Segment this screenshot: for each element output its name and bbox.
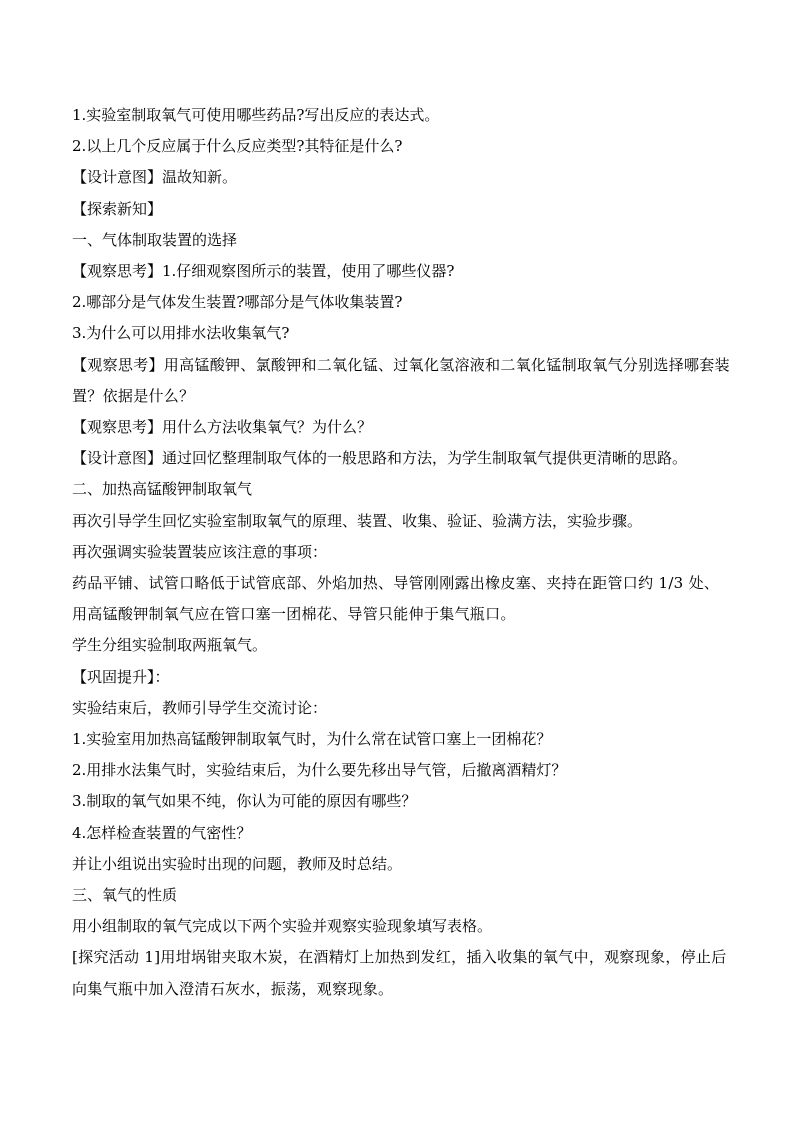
text-paragraph: [探究活动 1]用坩埚钳夹取木炭，在酒精灯上加热到发红，插入收集的氧气中，观察现象，停止后向集气瓶中加入澄清石灰水，振荡，观察现象。	[72, 948, 727, 998]
text-line: 再次引导学生回忆实验室制取氧气的原理、装置、收集、验证、验满方法，实验步骤。	[72, 511, 643, 530]
text-line: 【设计意图】温故知新。	[72, 168, 238, 187]
text-line: 【设计意图】通过回忆整理制取气体的一般思路和方法，为学生制取氧气提供更清晰的思路。	[72, 449, 688, 468]
text-line: 2.用排水法集气时，实验结束后，为什么要先移出导气管，后撤离酒精灯？	[72, 761, 567, 780]
text-line: 3.制取的氧气如果不纯，你认为可能的原因有哪些？	[72, 792, 417, 811]
section-heading: 三、氧气的性质	[72, 886, 178, 905]
text-line: 【观察思考】1.仔细观察图所示的装置，使用了哪些仪器?	[72, 262, 455, 281]
document-body	[72, 100, 732, 1005]
text-line: 用小组制取的氧气完成以下两个实验并观察实验现象填写表格。	[72, 917, 493, 936]
text-line: 再次强调实验装置装应该注意的事项：	[72, 542, 328, 561]
text-line: 1.实验室制取氧气可使用哪些药品?写出反应的表达式。	[72, 106, 440, 124]
section-heading: 一、气体制取装置的选择	[72, 230, 238, 249]
text-line: 4.怎样检查装置的气密性？	[72, 823, 252, 842]
section-heading: 二、加热高锰酸钾制取氧气	[72, 480, 253, 499]
text-line: 1.实验室用加热高锰酸钾制取氧气时，为什么常在试管口塞上一团棉花？	[72, 730, 552, 749]
text-line: 3.为什么可以用排水法收集氧气?	[72, 324, 290, 343]
section-heading: 【探索新知】	[72, 199, 163, 218]
text-line: 学生分组实验制取两瓶氧气。	[72, 636, 268, 655]
text-line: 2.以上几个反应属于什么反应类型?其特征是什么?	[72, 137, 403, 156]
text-line: 实验结束后，教师引导学生交流讨论：	[72, 698, 328, 717]
text-paragraph: 【观察思考】用高锰酸钾、氯酸钾和二氧化锰、过氧化氢溶液和二氧化锰制取氧气分别选择哪套装置？依据是什么？	[72, 355, 730, 405]
text-paragraph: 药品平铺、试管口略低于试管底部、外焰加热、导管刚刚露出橡皮塞、夹持在距管口约 1/3 处、用高锰酸钾制氧气应在管口塞一团棉花、导管只能伸于集气瓶口。	[72, 574, 720, 624]
section-heading: 【巩固提升】：	[72, 667, 170, 686]
text-line: 【观察思考】用什么方法收集氧气？为什么？	[72, 418, 373, 437]
text-line: 并让小组说出实验时出现的问题，教师及时总结。	[72, 854, 403, 873]
text-line: 2.哪部分是气体发生装置?哪部分是气体收集装置?	[72, 293, 403, 312]
